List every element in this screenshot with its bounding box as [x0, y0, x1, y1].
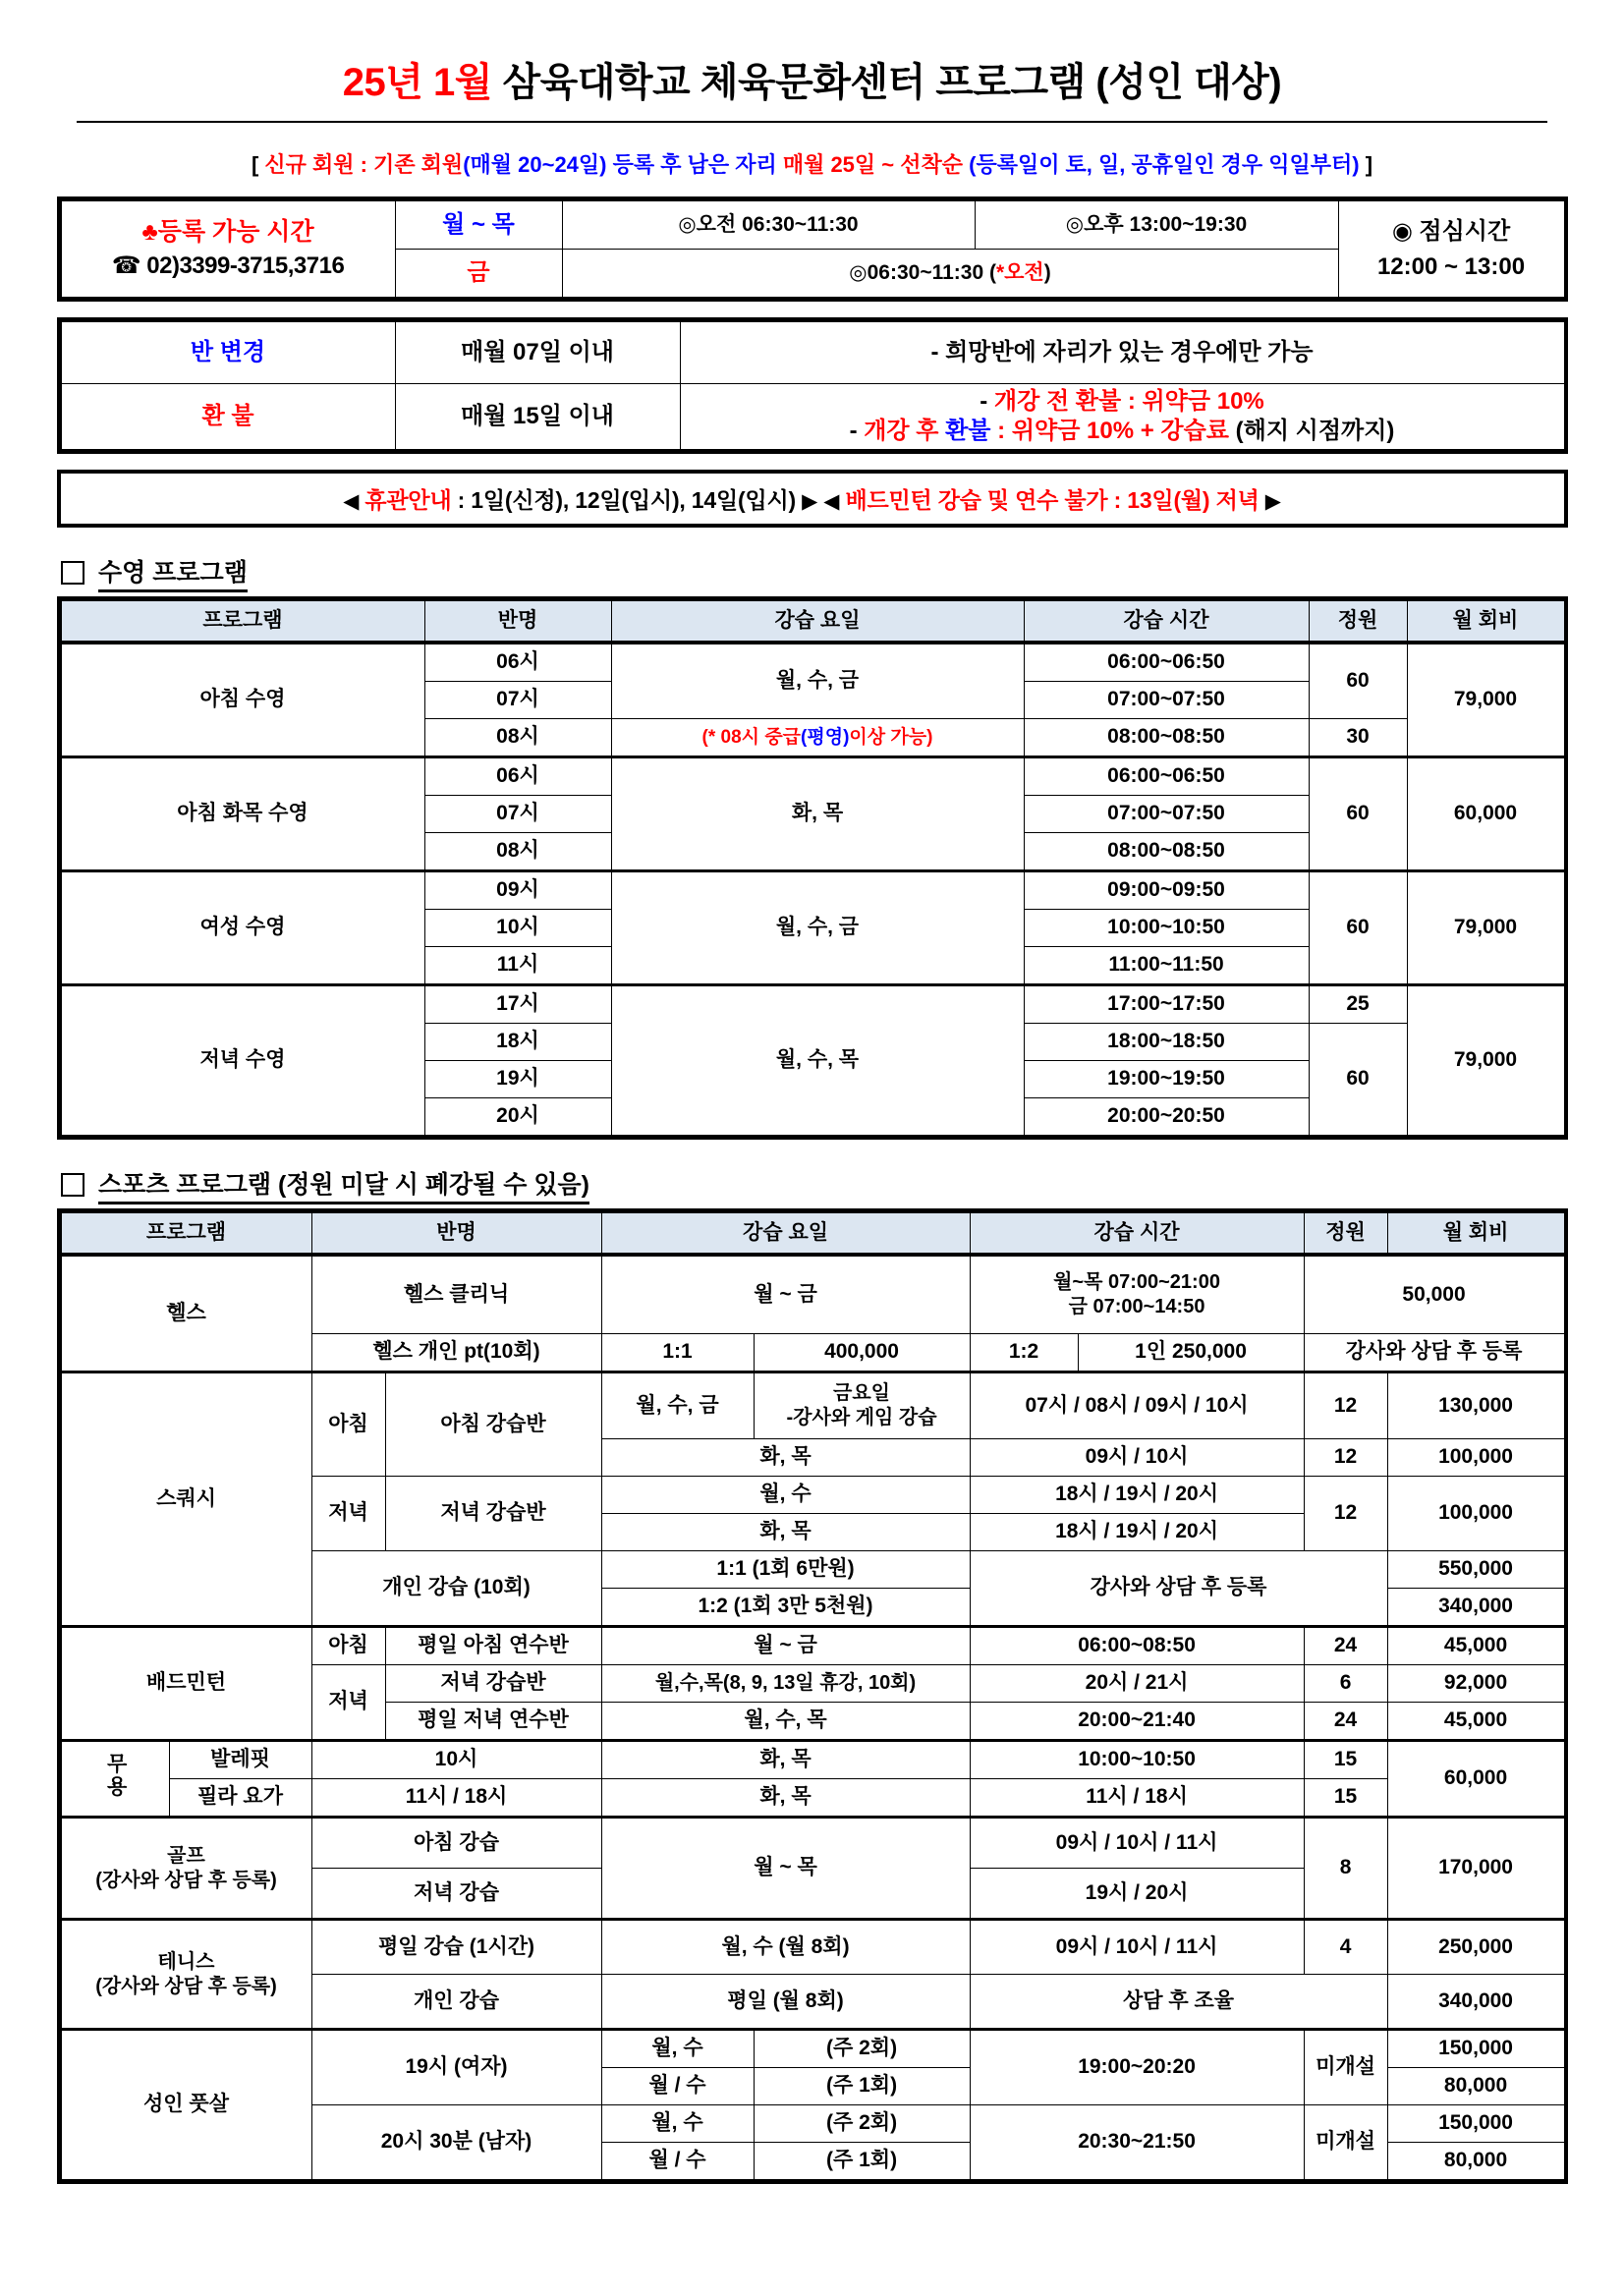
- badminton-morning-label: 아침: [311, 1627, 385, 1665]
- health-clinic-time-line1: 월~목 07:00~21:00: [1053, 1271, 1220, 1293]
- table-row: [61, 201, 1564, 250]
- swim-days: 화, 목: [611, 757, 1024, 871]
- dance-r2-days: 화, 목: [601, 1779, 970, 1818]
- refund-l1-label: 개강 전 환불 :: [993, 388, 1143, 415]
- notice-seg4: 매월 25일 ~ 선착순: [782, 152, 963, 177]
- registration-label-cell: [61, 201, 395, 298]
- squash-m2-fee: 100,000: [1387, 1439, 1564, 1477]
- golf-capacity: 8: [1304, 1818, 1387, 1920]
- checkbox-icon: [61, 561, 84, 585]
- futsal-g1-r2-freq: (주 1회): [754, 2068, 970, 2105]
- registration-pm-hours: ◎오후 13:00~19:30: [975, 201, 1338, 250]
- col-capacity: 정원: [1304, 1213, 1387, 1256]
- tennis-r2-days: 평일 (월 8회): [601, 1975, 970, 2030]
- refund-l2-label: 개강 후: [864, 418, 946, 444]
- registration-days-friday: 금: [395, 250, 562, 298]
- page-title: [0, 51, 1624, 107]
- squash-m1-days-b-l2: -강사와 게임 강습: [786, 1407, 937, 1428]
- table-row: [61, 2030, 1564, 2068]
- dance-r2-capacity: 15: [1304, 1779, 1387, 1818]
- squash-private-fee-2: 340,000: [1387, 1589, 1564, 1627]
- table-row: [61, 384, 1564, 450]
- registration-label: ♣등록 가능 시간: [141, 217, 314, 246]
- col-days: 강습 요일: [601, 1213, 970, 1256]
- badminton-m-fee: 45,000: [1387, 1627, 1564, 1665]
- dance-label: 무용: [104, 1752, 128, 1798]
- squash-m2-time: 09시 / 10시: [970, 1439, 1304, 1477]
- squash-morning-class: 아침 강습반: [385, 1372, 601, 1477]
- squash-m2-days: 화, 목: [601, 1439, 970, 1477]
- swim-class: 20시: [424, 1098, 611, 1136]
- title-section: [0, 0, 1624, 123]
- swim-class: 07시: [424, 796, 611, 833]
- registration-hours-table: [61, 200, 1565, 298]
- health-pt-ratio-1: 1:1: [601, 1334, 754, 1372]
- golf-days: 월 ~ 목: [601, 1818, 970, 1920]
- futsal-g2-time: 20:30~21:50: [970, 2105, 1304, 2180]
- squash-m1-days-b: [754, 1372, 970, 1439]
- swim-class: 06시: [424, 757, 611, 796]
- squash-m1-time: 07시 / 08시 / 09시 / 10시: [970, 1372, 1304, 1439]
- closure-label: 휴관안내: [364, 487, 452, 513]
- health-pt-note: 강사와 상담 후 등록: [1304, 1334, 1564, 1372]
- golf-r1-class: 아침 강습: [311, 1818, 601, 1869]
- health-pt-ratio-2: 1:2: [970, 1334, 1078, 1372]
- golf-label: 골프: [167, 1844, 205, 1867]
- col-program: 프로그램: [61, 601, 424, 644]
- class-change-label: 반 변경: [61, 322, 395, 384]
- swim-class: 18시: [424, 1024, 611, 1061]
- futsal-g2-r2-days: 월 / 수: [601, 2143, 754, 2180]
- registration-phone: ☎ 02)3399-3715,3716: [111, 252, 345, 280]
- badminton-m-time: 06:00~08:50: [970, 1627, 1304, 1665]
- lunch-cell: [1338, 201, 1564, 298]
- swim-capacity: 60: [1309, 871, 1407, 985]
- squash-e2-time: 18시 / 19시 / 20시: [970, 1514, 1304, 1551]
- swim-note-part2: 이상 가능): [849, 726, 933, 748]
- col-class: 반명: [311, 1213, 601, 1256]
- swim-class: 07시: [424, 682, 611, 719]
- futsal-g2-capacity: 미개설: [1304, 2105, 1387, 2180]
- class-change-note: - 희망반에 자리가 있는 경우에만 가능: [680, 322, 1564, 384]
- notice-seg2: (매월 20~24일): [463, 152, 607, 177]
- table-row: [61, 1741, 1564, 1779]
- closure-text: : 1일(신정), 12일(입시), 14일(입시): [451, 487, 803, 513]
- squash-m1-days-a: 월, 수, 금: [601, 1372, 754, 1439]
- sports-program-health: 헬스: [61, 1255, 311, 1372]
- col-days: 강습 요일: [611, 601, 1024, 644]
- swim-class: 19시: [424, 1061, 611, 1098]
- sports-program-tennis: [61, 1920, 311, 2030]
- left-triangle-icon: ◀: [343, 490, 360, 513]
- futsal-g2-class: 20시 30분 (남자): [311, 2105, 601, 2180]
- tennis-r1-days: 월, 수 (월 8회): [601, 1920, 970, 1975]
- swim-time: 07:00~07:50: [1024, 682, 1309, 719]
- tennis-r1-fee: 250,000: [1387, 1920, 1564, 1975]
- badminton-e1-days: 월,수,목(8, 9, 13일 휴강, 10회): [601, 1665, 970, 1703]
- squash-m1-capacity: 12: [1304, 1372, 1387, 1439]
- registration-am-hours: ◎오전 06:30~11:30: [562, 201, 975, 250]
- table-row: [61, 643, 1564, 682]
- dance-r1-days: 화, 목: [601, 1741, 970, 1779]
- col-fee: 월 회비: [1407, 601, 1564, 644]
- badminton-closure-text: : 13일(월) 저녁: [1113, 487, 1265, 513]
- squash-m2-capacity: 12: [1304, 1439, 1387, 1477]
- refund-note-line2: [685, 417, 1560, 446]
- swim-fee: 79,000: [1407, 643, 1564, 757]
- golf-r2-class: 저녁 강습: [311, 1869, 601, 1920]
- golf-note: (강사와 상담 후 등록): [95, 1869, 277, 1891]
- swim-fee: 79,000: [1407, 985, 1564, 1136]
- table-header-row: [61, 601, 1564, 644]
- squash-e-fee: 100,000: [1387, 1477, 1564, 1551]
- friday-hours-note: *오전: [995, 260, 1044, 284]
- golf-fee: 170,000: [1387, 1818, 1564, 1920]
- table-row: [61, 757, 1564, 796]
- lunch-time: 12:00 ~ 13:00: [1376, 252, 1526, 280]
- dance-r1-time: 10:00~10:50: [970, 1741, 1304, 1779]
- swim-class: 08시: [424, 833, 611, 871]
- swim-days: 월, 수, 금: [611, 643, 1024, 719]
- badminton-e1-class: 저녁 강습반: [385, 1665, 601, 1703]
- swim-days: 월, 수, 금: [611, 871, 1024, 985]
- notice-seg1: 신규 회원 : 기존 회원: [264, 152, 464, 177]
- notice-seg5: (등록일이 토, 일, 공휴일인 경우 익일부터): [963, 152, 1360, 177]
- health-pt-price-1: 400,000: [754, 1334, 970, 1372]
- badminton-closure-label: 배드민턴 강습 및 연수 불가: [839, 487, 1114, 513]
- squash-private-note: 강사와 상담 후 등록: [970, 1551, 1387, 1627]
- refund-l2-colon: :: [990, 418, 1012, 444]
- health-clinic-fee: 50,000: [1304, 1255, 1564, 1334]
- badminton-e2-capacity: 24: [1304, 1703, 1387, 1741]
- swim-time: 18:00~18:50: [1024, 1024, 1309, 1061]
- badminton-m-class: 평일 아침 연수반: [385, 1627, 601, 1665]
- title-divider: [77, 121, 1547, 123]
- swim-days-note: [611, 719, 1024, 757]
- closure-notice-bar: [57, 470, 1568, 528]
- notice-close-bracket: ]: [1365, 152, 1373, 177]
- refund-l1-value: 위약금 10%: [1142, 388, 1264, 415]
- table-row: [61, 985, 1564, 1024]
- col-time: 강습 시간: [1024, 601, 1309, 644]
- squash-e1-days: 월, 수: [601, 1477, 970, 1514]
- sports-program-futsal: 성인 풋살: [61, 2030, 311, 2180]
- squash-private-name: 개인 강습 (10회): [311, 1551, 601, 1627]
- notice-open-bracket: [: [251, 152, 259, 177]
- badminton-e2-time: 20:00~21:40: [970, 1703, 1304, 1741]
- health-clinic-days: 월 ~ 금: [601, 1255, 970, 1334]
- tennis-r2-time: 상담 후 조율: [970, 1975, 1387, 2030]
- swim-class: 10시: [424, 910, 611, 947]
- futsal-g1-r2-fee: 80,000: [1387, 2068, 1564, 2105]
- badminton-e2-fee: 45,000: [1387, 1703, 1564, 1741]
- table-row: [61, 322, 1564, 384]
- futsal-g1-r1-fee: 150,000: [1387, 2030, 1564, 2068]
- squash-evening-class: 저녁 강습반: [385, 1477, 601, 1551]
- swim-capacity: 60: [1309, 643, 1407, 719]
- sports-table-wrap: [57, 1208, 1568, 2184]
- tennis-r2-fee: 340,000: [1387, 1975, 1564, 2030]
- futsal-g1-time: 19:00~20:20: [970, 2030, 1304, 2105]
- swim-fee: 60,000: [1407, 757, 1564, 871]
- swim-class: 06시: [424, 643, 611, 682]
- squash-m1-fee: 130,000: [1387, 1372, 1564, 1439]
- health-clinic-time-line2: 금 07:00~14:50: [1068, 1296, 1205, 1317]
- health-clinic-name: 헬스 클리닉: [311, 1255, 601, 1334]
- swim-capacity: 25: [1309, 985, 1407, 1024]
- futsal-g2-r2-fee: 80,000: [1387, 2143, 1564, 2180]
- swim-section-heading: [61, 553, 1564, 592]
- refund-l1-dash: -: [980, 388, 994, 415]
- class-change-period: 매월 07일 이내: [395, 322, 680, 384]
- lunch-label: ◉ 점심시간: [1391, 217, 1511, 245]
- badminton-e1-fee: 92,000: [1387, 1665, 1564, 1703]
- squash-evening-label: 저녁: [311, 1477, 385, 1551]
- futsal-g1-capacity: 미개설: [1304, 2030, 1387, 2105]
- swim-time: 08:00~08:50: [1024, 833, 1309, 871]
- tennis-r1-time: 09시 / 10시 / 11시: [970, 1920, 1304, 1975]
- squash-e-capacity: 12: [1304, 1477, 1387, 1551]
- title-rest: 삼육대학교 체육문화센터 프로그램 (성인 대상): [491, 61, 1282, 104]
- swim-note-part1: (* 08시 중급: [701, 726, 802, 748]
- table-row: [61, 1779, 1564, 1818]
- registration-friday-hours: [562, 250, 1338, 298]
- futsal-g2-r1-fee: 150,000: [1387, 2105, 1564, 2143]
- futsal-g1-r2-days: 월 / 수: [601, 2068, 754, 2105]
- swim-program-table: [61, 600, 1565, 1136]
- squash-private-fee-1: 550,000: [1387, 1551, 1564, 1589]
- swim-class: 17시: [424, 985, 611, 1024]
- swim-capacity: 30: [1309, 719, 1407, 757]
- health-pt-name: 헬스 개인 pt(10회): [311, 1334, 601, 1372]
- left-triangle-icon-2: ◀: [823, 490, 840, 513]
- badminton-m-capacity: 24: [1304, 1627, 1387, 1665]
- table-row: [61, 871, 1564, 910]
- dance-r1-class: 10시: [311, 1741, 601, 1779]
- refund-period: 매월 15일 이내: [395, 384, 680, 450]
- swim-time: 08:00~08:50: [1024, 719, 1309, 757]
- swim-program-morning: 아침 수영: [61, 643, 424, 757]
- sports-section-heading: [61, 1165, 1564, 1204]
- golf-r1-time: 09시 / 10시 / 11시: [970, 1818, 1304, 1869]
- dance-r2-class: 11시 / 18시: [311, 1779, 601, 1818]
- badminton-e1-capacity: 6: [1304, 1665, 1387, 1703]
- col-time: 강습 시간: [970, 1213, 1304, 1256]
- swim-note-blue: (평영): [801, 726, 850, 748]
- tennis-r1-class: 평일 강습 (1시간): [311, 1920, 601, 1975]
- policy-table: [61, 321, 1565, 450]
- notice-seg3: 등록 후 남은 자리: [606, 152, 783, 177]
- futsal-g2-r2-freq: (주 1회): [754, 2143, 970, 2180]
- badminton-m-days: 월 ~ 금: [601, 1627, 970, 1665]
- swim-time: 10:00~10:50: [1024, 910, 1309, 947]
- refund-label: 환 불: [61, 384, 395, 450]
- dance-fee: 60,000: [1387, 1741, 1564, 1818]
- refund-l2-word: 환불: [945, 418, 991, 444]
- col-capacity: 정원: [1309, 601, 1407, 644]
- sports-program-badminton: 배드민턴: [61, 1627, 311, 1741]
- swim-section-title: 수영 프로그램: [98, 553, 248, 592]
- swim-program-tue-thu: 아침 화목 수영: [61, 757, 424, 871]
- col-program: 프로그램: [61, 1213, 311, 1256]
- friday-hours-text: ◎06:30~11:30 (: [849, 260, 996, 284]
- swim-time: 11:00~11:50: [1024, 947, 1309, 985]
- tennis-r2-class: 개인 강습: [311, 1975, 601, 2030]
- tennis-label: 테니스: [157, 1950, 215, 1973]
- swim-time: 06:00~06:50: [1024, 757, 1309, 796]
- health-clinic-time: [970, 1255, 1304, 1334]
- sports-section-title: 스포츠 프로그램 (정원 미달 시 폐강될 수 있음): [98, 1165, 589, 1204]
- squash-morning-label: 아침: [311, 1372, 385, 1477]
- sports-program-dance: [61, 1741, 169, 1818]
- dance-r1-capacity: 15: [1304, 1741, 1387, 1779]
- sports-program-golf: [61, 1818, 311, 1920]
- swim-time: 09:00~09:50: [1024, 871, 1309, 910]
- sports-program-table: [61, 1212, 1565, 2180]
- new-member-notice: [0, 148, 1624, 179]
- right-triangle-icon: ▶: [802, 490, 818, 513]
- squash-m1-days-b-l1: 금요일: [833, 1382, 890, 1404]
- col-class: 반명: [424, 601, 611, 644]
- dance-r2-name: 필라 요가: [169, 1779, 311, 1818]
- friday-hours-close: ): [1043, 260, 1051, 284]
- refund-l2-value: 위약금 10% + 강습료: [1011, 418, 1236, 444]
- futsal-g2-r1-freq: (주 2회): [754, 2105, 970, 2143]
- swim-capacity: 60: [1309, 757, 1407, 871]
- swim-program-evening: 저녁 수영: [61, 985, 424, 1136]
- badminton-e1-time: 20시 / 21시: [970, 1665, 1304, 1703]
- squash-e2-days: 화, 목: [601, 1514, 970, 1551]
- table-row: [61, 1255, 1564, 1334]
- swim-class: 11시: [424, 947, 611, 985]
- table-row: [61, 1627, 1564, 1665]
- badminton-e2-days: 월, 수, 목: [601, 1703, 970, 1741]
- policy-box: [57, 317, 1568, 454]
- tennis-note: (강사와 상담 후 등록): [95, 1975, 277, 1997]
- futsal-g2-r1-days: 월, 수: [601, 2105, 754, 2143]
- futsal-g1-class: 19시 (여자): [311, 2030, 601, 2105]
- swim-time: 07:00~07:50: [1024, 796, 1309, 833]
- swim-days: 월, 수, 목: [611, 985, 1024, 1136]
- golf-r2-time: 19시 / 20시: [970, 1869, 1304, 1920]
- swim-time: 06:00~06:50: [1024, 643, 1309, 682]
- refund-l2-suffix: (해지 시점까지): [1235, 418, 1395, 444]
- table-row: [61, 1920, 1564, 1975]
- badminton-evening-label: 저녁: [311, 1665, 385, 1741]
- badminton-e2-class: 평일 저녁 연수반: [385, 1703, 601, 1741]
- swim-class: 08시: [424, 719, 611, 757]
- refund-note-line1: [685, 387, 1560, 417]
- table-header-row: [61, 1213, 1564, 1256]
- col-fee: 월 회비: [1387, 1213, 1564, 1256]
- table-row: [61, 1372, 1564, 1439]
- swim-capacity: 60: [1309, 1024, 1407, 1136]
- title-highlight: 25년 1월: [342, 61, 492, 104]
- swim-class: 09시: [424, 871, 611, 910]
- sports-program-squash: 스쿼시: [61, 1372, 311, 1627]
- futsal-g1-r1-days: 월, 수: [601, 2030, 754, 2068]
- squash-e1-time: 18시 / 19시 / 20시: [970, 1477, 1304, 1514]
- refund-l2-dash: -: [849, 418, 865, 444]
- refund-note: [680, 384, 1564, 450]
- dance-r2-time: 11시 / 18시: [970, 1779, 1304, 1818]
- swim-table-wrap: [57, 596, 1568, 1140]
- swim-time: 17:00~17:50: [1024, 985, 1309, 1024]
- swim-time: 19:00~19:50: [1024, 1061, 1309, 1098]
- table-row: [61, 1818, 1564, 1869]
- dance-r1-name: 발레핏: [169, 1741, 311, 1779]
- health-pt-price-2: 1인 250,000: [1078, 1334, 1304, 1372]
- registration-hours-box: [57, 196, 1568, 302]
- swim-program-women: 여성 수영: [61, 871, 424, 985]
- squash-private-ratio-1: 1:1 (1회 6만원): [601, 1551, 970, 1589]
- registration-days-weekday: 월 ~ 목: [395, 201, 562, 250]
- right-triangle-icon-2: ▶: [1264, 490, 1281, 513]
- swim-fee: 79,000: [1407, 871, 1564, 985]
- squash-private-ratio-2: 1:2 (1회 3만 5천원): [601, 1589, 970, 1627]
- futsal-g1-r1-freq: (주 2회): [754, 2030, 970, 2068]
- swim-time: 20:00~20:50: [1024, 1098, 1309, 1136]
- tennis-r1-capacity: 4: [1304, 1920, 1387, 1975]
- checkbox-icon: [61, 1173, 84, 1197]
